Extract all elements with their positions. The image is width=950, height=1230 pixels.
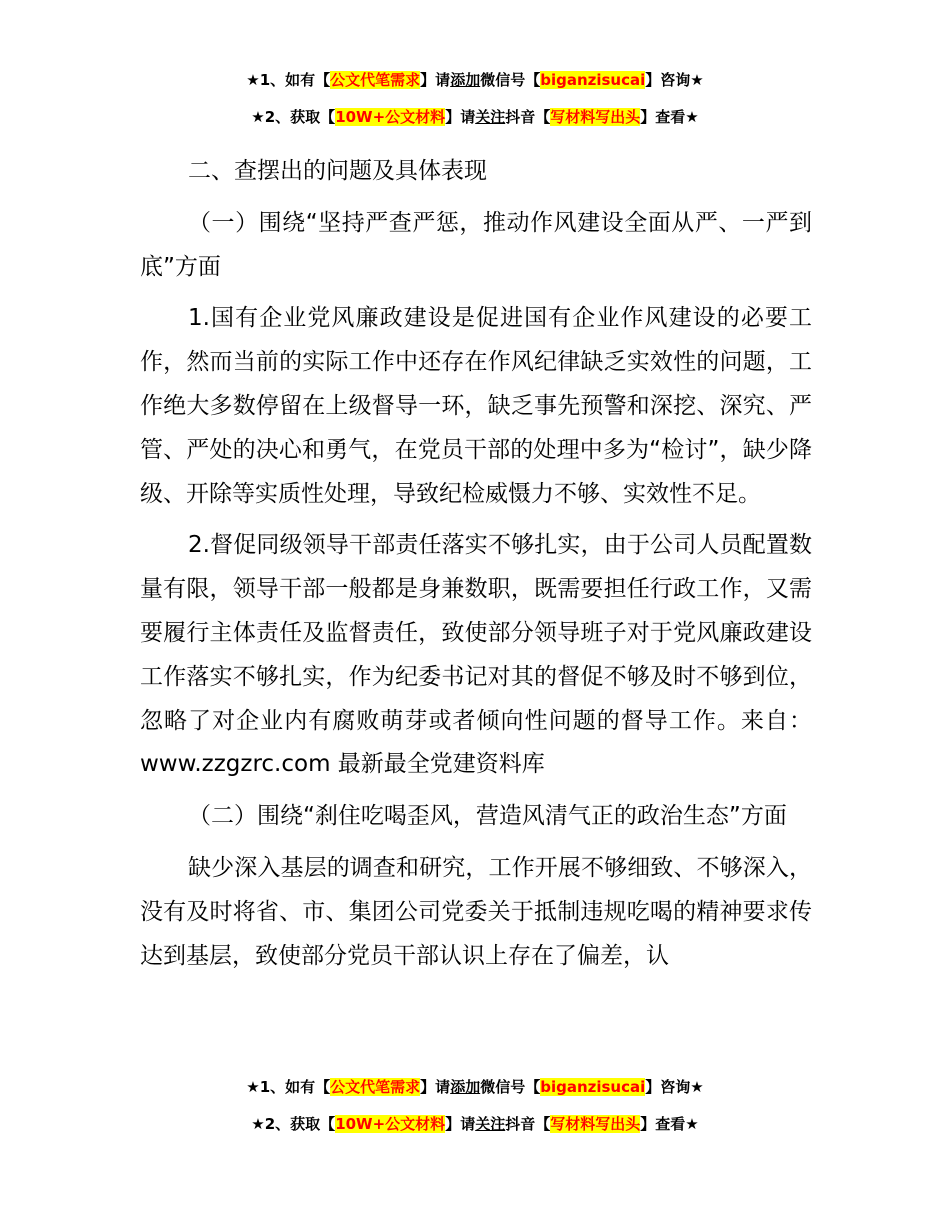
- banner-text: 微信号【: [480, 1078, 541, 1096]
- star-icon: ★: [251, 108, 265, 126]
- banner-text: 微信号【: [480, 71, 541, 89]
- underlined-text: 关注: [475, 1115, 506, 1133]
- banner-text: 2、获取【: [264, 108, 336, 126]
- highlight-service: 公文代笔需求: [330, 71, 421, 89]
- banner-text: 】咨询★: [645, 1078, 704, 1096]
- underlined-text: 添加: [450, 1078, 481, 1096]
- banner-text: 】咨询★: [645, 71, 704, 89]
- bottom-banner-line-1: [0, 1077, 950, 1097]
- section-heading: 二、查摆出的问题及具体表现: [188, 158, 487, 184]
- section-1-title: （一）围绕“坚持严查严惩，推动作风建设全面从严、一严到底”方面: [140, 209, 812, 280]
- banner-text: 】请: [445, 1115, 476, 1133]
- underlined-text: 添加: [450, 71, 481, 89]
- highlight-materials: 10W+公文材料: [335, 1115, 446, 1133]
- highlight-douyin-id: 写材料写出头: [550, 108, 641, 126]
- banner-text: 2、获取【: [264, 1115, 336, 1133]
- banner-text: 】请: [420, 71, 451, 89]
- banner-text: 抖音【: [505, 1115, 551, 1133]
- top-banner-line-1: [0, 70, 950, 90]
- highlight-materials: 10W+公文材料: [335, 108, 446, 126]
- banner-text: 1、如有【: [259, 1078, 331, 1096]
- star-icon: ★: [246, 71, 260, 89]
- bottom-banner-line-2: [0, 1114, 950, 1134]
- document-body: [140, 150, 812, 986]
- highlight-wechat-id: biganzisucai: [540, 71, 646, 89]
- paragraph-3: 缺少深入基层的调查和研究，工作开展不够细致、不够深入，没有及时将省、市、集团公司党委关于抵制违规吃喝的精神要求传达到基层，致使部分党员干部认识上存在了偏差，认: [140, 854, 812, 969]
- paragraph-1: 1.国有企业党风廉政建设是促进国有企业作风建设的必要工作，然而当前的实际工作中还存在作风纪律缺乏实效性的问题，工作绝大多数停留在上级督导一环，缺乏事先预警和深挖、深究、严管、严处的决心和勇气，在党员干部的处理中多为“检讨”，缺少降级、开除等实质性处理，导致纪检威慑力不够、实效性不足。: [140, 305, 812, 507]
- banner-text: 1、如有【: [259, 71, 331, 89]
- section-2-title: （二）围绕“刹住吃喝歪风，营造风清气正的政治生态”方面: [188, 803, 787, 830]
- top-banner-line-2: [0, 107, 950, 127]
- highlight-douyin-id: 写材料写出头: [550, 1115, 641, 1133]
- star-icon: ★: [246, 1078, 260, 1096]
- banner-text: 】请: [420, 1078, 451, 1096]
- highlight-service: 公文代笔需求: [330, 1078, 421, 1096]
- banner-text: 】查看★: [640, 108, 699, 126]
- banner-text: 抖音【: [505, 108, 551, 126]
- paragraph-2: 2.督促同级领导干部责任落实不够扎实，由于公司人员配置数量有限，领导干部一般都是身兼数职，既需要担任行政工作，又需要履行主体责任及监督责任，致使部分领导班子对于党风廉政建设工作落实不够扎实，作为纪委书记对其的督促不够及时不够到位，忽略了对企业内有腐败萌芽或者倾向性问题的督导工作。来自：www.zzgzrc.com 最新最全党建资料库: [140, 532, 812, 778]
- underlined-text: 关注: [475, 108, 506, 126]
- star-icon: ★: [251, 1115, 265, 1133]
- banner-text: 】查看★: [640, 1115, 699, 1133]
- highlight-wechat-id: biganzisucai: [540, 1078, 646, 1096]
- banner-text: 】请: [445, 108, 476, 126]
